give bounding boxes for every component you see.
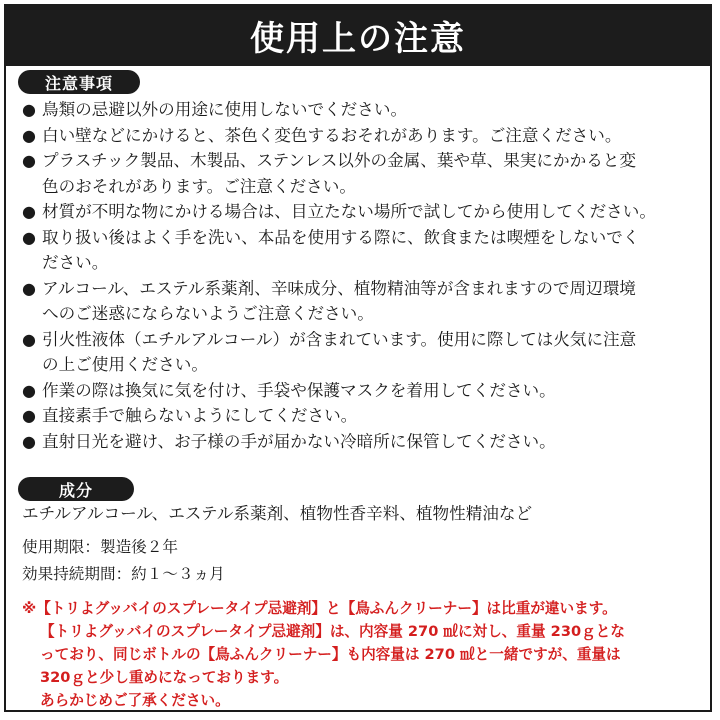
list-item-text: プラスチック製品、木製品、ステンレス以外の金属、葉や草、果実にかかると変 bbox=[42, 151, 636, 170]
note-line: あらかじめご了承ください。 bbox=[40, 692, 230, 709]
list-item-text: 直射日光を避け、お子様の手が届かない冷暗所に保管してください。 bbox=[42, 431, 556, 451]
bullet-icon: ● bbox=[22, 100, 36, 119]
caution-list bbox=[22, 97, 702, 454]
duration-info: 効果持続期間：約１～３ヵ月 bbox=[22, 565, 225, 583]
ingredients-text: エチルアルコール、エステル系薬剤、植物性香辛料、植物性精油など bbox=[22, 504, 533, 523]
list-item-text: 材質が不明な物にかける場合は、目立たない場所で試してから使用してください。 bbox=[42, 202, 656, 221]
note-line: 【トリよグッバイのスプレータイプ忌避剤】は、内容量 270 ㎖に対し、重量 230ｇとな bbox=[40, 623, 625, 640]
list-item bbox=[22, 429, 702, 455]
note-line: ※【トリよグッバイのスプレータイプ忌避剤】と【鳥ふんクリーナー】は比重が違います。 bbox=[22, 600, 617, 617]
page-title: 使用上の注意 bbox=[4, 4, 712, 66]
list-item-text: 取り扱い後はよく手を洗い、本品を使用する際に、飲食または喫煙をしないでく bbox=[42, 227, 640, 247]
bullet-icon: ● bbox=[22, 278, 36, 298]
list-item bbox=[22, 378, 702, 404]
expiry-info: 使用期限：製造後２年 bbox=[22, 538, 178, 556]
caution-heading-badge: 注意事項 bbox=[18, 70, 140, 94]
list-item-text: 鳥類の忌避以外の用途に使用しないでください。 bbox=[42, 100, 408, 119]
list-item bbox=[22, 199, 702, 225]
list-item bbox=[22, 123, 702, 149]
list-item bbox=[22, 276, 702, 327]
list-item bbox=[22, 148, 702, 199]
list-item-text: 白い壁などにかけると、茶色く変色するおそれがあります。ご注意ください。 bbox=[42, 125, 622, 145]
list-item-text: 引火性液体（エチルアルコール）が含まれています。使用に際しては火気に注意 bbox=[42, 329, 637, 349]
list-item-text: の上ご使用ください。 bbox=[42, 355, 208, 374]
bullet-icon: ● bbox=[22, 227, 36, 247]
bullet-icon: ● bbox=[22, 151, 36, 170]
bullet-icon: ● bbox=[22, 380, 36, 400]
list-item bbox=[22, 225, 702, 276]
list-item-text: 作業の際は換気に気を付け、手袋や保護マスクを着用してください。 bbox=[42, 380, 556, 400]
list-item-text: へのご迷惑にならないようご注意ください。 bbox=[42, 304, 374, 323]
bullet-icon: ● bbox=[22, 329, 36, 349]
note-line: っており、同じボトルの【鳥ふんクリーナー】も内容量は 270 ㎖と一緒ですが、重量は bbox=[40, 646, 621, 663]
ingredients-heading-badge: 成分 bbox=[18, 477, 134, 501]
list-item bbox=[22, 327, 702, 378]
bullet-icon: ● bbox=[22, 125, 36, 145]
note-line: 320ｇと少し重めになっております。 bbox=[40, 669, 289, 686]
list-item-text: 直接素手で触らないようにしてください。 bbox=[42, 406, 358, 425]
list-item-text: 色のおそれがあります。ご注意ください。 bbox=[42, 176, 356, 196]
list-item-text: アルコール、エステル系薬剤、辛味成分、植物精油等が含まれますので周辺環境 bbox=[42, 278, 636, 298]
bullet-icon: ● bbox=[22, 202, 36, 221]
bullet-icon: ● bbox=[22, 431, 36, 451]
list-item-text: ださい。 bbox=[42, 253, 109, 272]
list-item bbox=[22, 403, 702, 429]
list-item bbox=[22, 97, 702, 123]
bullet-icon: ● bbox=[22, 406, 36, 425]
weight-note bbox=[22, 597, 702, 712]
